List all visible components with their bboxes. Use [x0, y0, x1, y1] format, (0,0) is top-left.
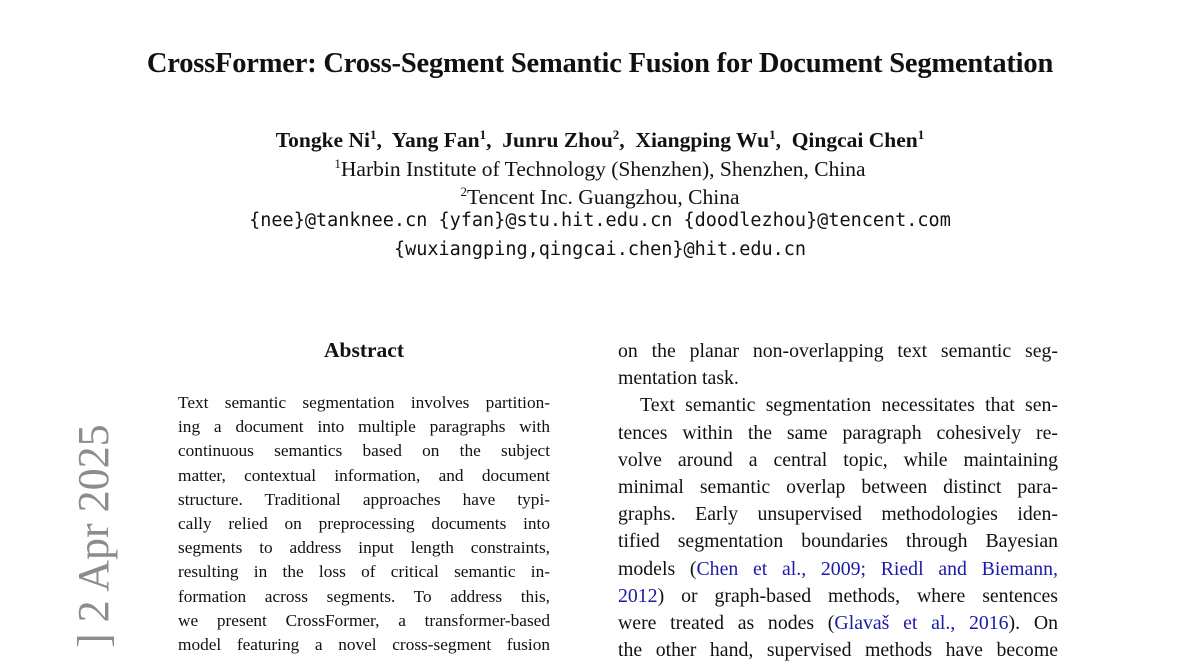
body-text: ) or graph-based methods, where sentences: [657, 584, 1058, 607]
body-column-right: [618, 338, 1058, 664]
email-line: {wuxiangping,qingcai.chen}@hit.edu.cn: [393, 239, 807, 260]
arxiv-side-stamp: ] 2 Apr 2025: [69, 424, 118, 648]
citation-link[interactable]: 2012: [618, 584, 658, 607]
abstract-line: resulting in the loss of critical semantic in-: [178, 562, 550, 582]
body-line: graphs. Early unsupervised methodologies iden-: [618, 503, 1058, 526]
abstract-line: segments to address input length constraints,: [178, 538, 550, 558]
body-line: tified segmentation boundaries through Bayesian: [618, 530, 1058, 553]
author-name: Xiangping Wu: [635, 128, 770, 152]
affiliation-text: Harbin Institute of Technology (Shenzhen), Shenzhen, China: [340, 157, 866, 181]
body-line: [618, 583, 1058, 610]
author-affiliation-mark: 1: [769, 127, 776, 142]
author-affiliation-mark: 2: [612, 127, 620, 142]
abstract-line: Text semantic segmentation involves partition-: [178, 393, 550, 412]
body-line: the other hand, supervised methods have become: [618, 639, 1058, 662]
author-affiliation-mark: 1: [479, 127, 487, 142]
body-line: minimal semantic overlap between distinct para-: [618, 476, 1058, 499]
abstract-line: we present CrossFormer, a transformer-based: [178, 610, 550, 630]
author-name: Tongke Ni: [275, 128, 370, 152]
body-line: [618, 610, 1058, 637]
abstract-line: cally relied on preprocessing documents into: [178, 514, 550, 534]
abstract-line: structure. Traditional approaches have typi-: [178, 489, 550, 509]
paper-title: CrossFormer: Cross-Segment Semantic Fusion for Document Segmentation: [146, 48, 1054, 79]
author-name: Yang Fan: [391, 128, 480, 152]
body-text: were treated as nodes (: [618, 612, 835, 635]
citation-link[interactable]: Glavaš et al., 2016: [834, 612, 1009, 635]
abstract-line: formation across segments. To address this,: [178, 586, 550, 606]
body-line: [618, 556, 1058, 583]
author-affiliation-mark: 1: [369, 127, 377, 142]
abstract-body: [178, 391, 550, 657]
abstract-line: model featuring a novel cross-segment fusion: [178, 635, 550, 655]
body-line: tences within the same paragraph cohesively re-: [618, 421, 1058, 444]
author-affiliation-mark: 1: [917, 127, 925, 142]
author-name: Junru Zhou: [502, 128, 613, 152]
body-line: Text semantic segmentation necessitates that sen-: [640, 394, 1058, 417]
body-line: on the planar non-overlapping text semantic seg-: [618, 340, 1058, 362]
affiliation-text: Tencent Inc. Guangzhou, China: [466, 185, 740, 209]
body-line: mentation task.: [618, 367, 739, 390]
citation-link[interactable]: Chen et al., 2009; Riedl and Biemann,: [696, 557, 1058, 580]
email-line: {nee}@tanknee.cn {yfan}@stu.hit.edu.cn {doodlezhou}@tencent.com: [249, 210, 951, 231]
affiliation-mark: 2: [460, 184, 467, 199]
author-list: Tongke Ni$^1$, Yang Fan$^1$, Junru Zhou$^2$, Xiangping Wu$^1$, Qingcai Chen$^1$: [275, 127, 925, 152]
body-text: ). On: [1008, 612, 1058, 635]
abstract-heading: Abstract: [323, 338, 404, 362]
body-line: volve around a central topic, while maintaining: [618, 448, 1058, 471]
affiliation-mark: 1: [334, 156, 341, 171]
abstract-line: ing a document into multiple paragraphs with: [178, 417, 550, 437]
body-text: models (: [618, 557, 697, 580]
abstract-line: matter, contextual information, and document: [178, 465, 550, 485]
abstract-line: continuous semantics based on the subject: [178, 441, 550, 461]
author-name: Qingcai Chen: [791, 128, 918, 152]
